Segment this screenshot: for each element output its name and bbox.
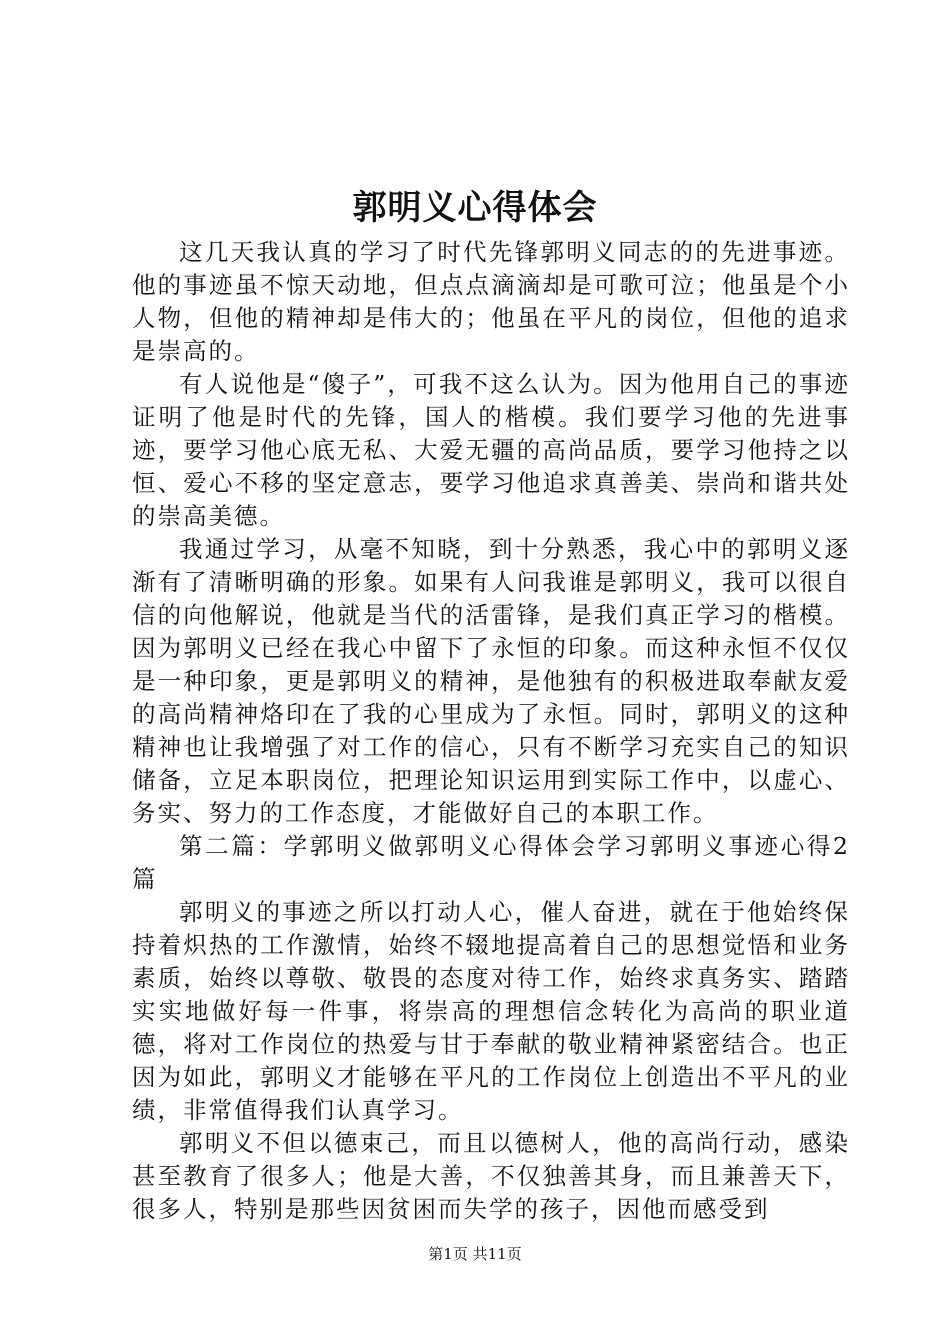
document-body — [132, 236, 850, 1226]
paragraph: 这几天我认真的学习了时代先锋郭明义同志的的先进事迹。他的事迹虽不惊天动地，但点点滴滴却是可歌可泣；他虽是个小人物，但他的精神却是伟大的；他虽在平凡的岗位，但他的追求是崇高的。 — [132, 238, 850, 365]
paragraph: 有人说他是“傻子”，可我不这么认为。因为他用自己的事迹证明了他是时代的先锋，国人的楷模。我们要学习他的先进事迹，要学习他心底无私、大爱无疆的高尚品质，要学习他持之以恒、爱心不移的坚定意志，要学习他追求真善美、崇尚和谐共处的崇高美德。 — [132, 370, 850, 530]
section-heading: 第二篇：学郭明义做郭明义心得体会学习郭明义事迹心得2篇 — [132, 832, 850, 893]
document-title: 郭明义心得体会 — [352, 188, 598, 228]
paragraph: 郭明义不但以德束己，而且以德树人，他的高尚行动，感染甚至教育了很多人；他是大善，不仅独善其身，而且兼善天下，很多人，特别是那些因贫困而失学的孩子，因他而感受到 — [132, 1129, 850, 1223]
paragraph: 我通过学习，从毫不知晓，到十分熟悉，我心中的郭明义逐渐有了清晰明确的形象。如果有人问我谁是郭明义，我可以很自信的向他解说，他就是当代的活雷锋，是我们真正学习的楷模。因为郭明义已经在我心中留下了永恒的印象。而这种永恒不仅仅是一种印象，更是郭明义的精神，是他独有的积极进取奉献友爱的高尚精神烙印在了我的心里成为了永恒。同时，郭明义的这种精神也让我增强了对工作的信心，只有不断学习充实自己的知识储备，立足本职岗位，把理论知识运用到实际工作中，以虚心、务实、努力的工作态度，才能做好自己的本职工作。 — [132, 535, 850, 827]
paragraph: 郭明义的事迹之所以打动人心，催人奋进，就在于他始终保持着炽热的工作激情，始终不辍地提高着自己的思想觉悟和业务素质，始终以尊敬、敬畏的态度对待工作，始终求真务实、踏踏实实地做好每一件事，将崇高的理想信念转化为高尚的职业道德，将对工作岗位的热爱与甘于奉献的敬业精神紧密结合。也正因为如此，郭明义才能够在平凡的工作岗位上创造出不平凡的业绩，非常值得我们认真学习。 — [132, 898, 850, 1124]
page-number-footer: 第1页 共11页 — [428, 1245, 522, 1263]
